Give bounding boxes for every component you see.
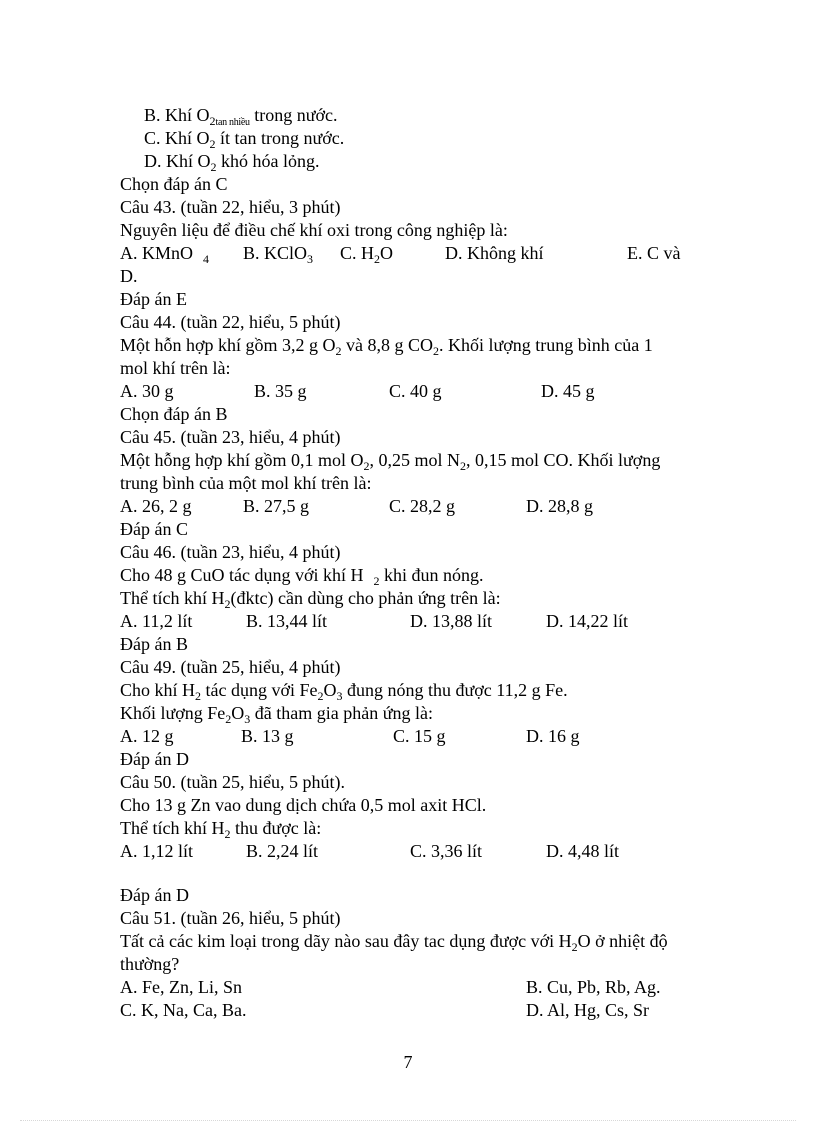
- option-b: B. KClO$_3$: [243, 243, 314, 266]
- option-b: B. 13 g: [241, 726, 294, 746]
- question-header: Câu 49. (tuần 25, hiểu, 4 phút): [120, 657, 341, 677]
- option-a: A. 30 g: [120, 381, 174, 401]
- answer-line: Đáp án D: [120, 885, 189, 905]
- option-line: B. Khí $O_{2tan nhiều}$ trong nước.: [144, 105, 338, 128]
- option-d: D. 28,8 g: [526, 496, 593, 516]
- question-text: Cho 48 g CuO tác dụng với khí H $_2$ khi đun nóng.: [120, 565, 484, 588]
- option-c: C. 3,36 lít: [410, 841, 483, 861]
- option-d: D. 16 g: [526, 726, 580, 746]
- question-header: Câu 44. (tuần 22, hiểu, 5 phút): [120, 312, 341, 332]
- footer-divider: [20, 1120, 796, 1121]
- question-text: Tất cả các kim loại trong dãy nào sau đây tac dụng được với $H_2O$ ở nhiệt độ: [120, 931, 668, 954]
- option-b: B. 27,5 g: [243, 496, 310, 516]
- option-b: B. Cu, Pb, Rb, Ag.: [526, 977, 661, 997]
- option-a: A. 26, 2 g: [120, 496, 192, 516]
- option-line: D. Khí $O_2$ khó hóa lỏng.: [144, 151, 320, 174]
- question-text: Thể tích khí $H_2(đktc)$ cần dùng cho phản ứng trên là:: [120, 588, 501, 611]
- option-c: C. 40 g: [389, 381, 442, 401]
- option-e: E. C và: [627, 243, 681, 263]
- option-d: D. Không khí: [445, 243, 544, 263]
- question-header: Câu 51. (tuần 26, hiểu, 5 phút): [120, 908, 341, 928]
- answer-line: Chọn đáp án C: [120, 174, 228, 194]
- option-d: D. 4,48 lít: [546, 841, 620, 861]
- question-text: Một hỗn hợp khí gồm 3,2 g $O_2$ và 8,8 g $CO_2$. Khối lượng trung bình của 1: [120, 335, 653, 358]
- option-a: A. Fe, Zn, Li, Sn: [120, 977, 243, 997]
- question-header: Câu 43. (tuần 22, hiểu, 3 phút): [120, 197, 341, 217]
- answer-line: Đáp án D: [120, 749, 189, 769]
- option-d: D. 14,22 lít: [546, 611, 629, 631]
- question-text: Một hỗng hợp khí gồm 0,1 mol $O_2$, 0,25 mol $N_2$, 0,15 mol CO. Khối lượng: [120, 450, 661, 473]
- option-c: C. K, Na, Ca, Ba.: [120, 1000, 247, 1020]
- question-text: Thể tích khí $H_2$ thu được là:: [120, 818, 322, 841]
- question-header: Câu 46. (tuần 23, hiểu, 4 phút): [120, 542, 341, 562]
- question-text: mol khí trên là:: [120, 358, 231, 378]
- question-text: Khối lượng $Fe_2O_3$ đã tham gia phản ứng là:: [120, 703, 433, 726]
- page-number: 7: [403, 1052, 413, 1072]
- question-text: Cho 13 g Zn vao dung dịch chứa 0,5 mol axit HCl.: [120, 795, 487, 815]
- answer-line: Đáp án B: [120, 634, 188, 654]
- option-c: D. 13,88 lít: [410, 611, 493, 631]
- option-b: B. 35 g: [254, 381, 307, 401]
- question-text: thường?: [120, 954, 180, 974]
- answer-line: Chọn đáp án B: [120, 404, 228, 424]
- option-line: C. Khí $O_2$ ít tan trong nước.: [144, 128, 345, 151]
- question-header: Câu 50. (tuần 25, hiểu, 5 phút).: [120, 772, 345, 792]
- option-c: C. 28,2 g: [389, 496, 456, 516]
- option-d: D. 45 g: [541, 381, 595, 401]
- option-a: A. 11,2 lít: [120, 611, 193, 631]
- question-text: Nguyên liệu để điều chế khí oxi trong công nghiệp là:: [120, 220, 508, 240]
- option-c: C. 15 g: [393, 726, 446, 746]
- option-c: C. $H_2O$: [340, 243, 394, 266]
- question-text: trung bình của một mol khí trên là:: [120, 473, 372, 493]
- option-a: A. 1,12 lít: [120, 841, 194, 861]
- option-b: B. 2,24 lít: [246, 841, 319, 861]
- answer-line: Đáp án E: [120, 289, 187, 309]
- option-a: A. 12 g: [120, 726, 174, 746]
- option-d: D. Al, Hg, Cs, Sr: [526, 1000, 650, 1020]
- question-text: Cho khí $H_2$ tác dụng với $Fe_2O_3$ đung nóng thu được 11,2 g Fe.: [120, 680, 568, 703]
- option-b: B. 13,44 lít: [246, 611, 328, 631]
- option-continuation: D.: [120, 266, 138, 286]
- options-row: A. KMnO $_4$: [120, 243, 210, 266]
- answer-line: Đáp án C: [120, 519, 188, 539]
- question-header: Câu 45. (tuần 23, hiểu, 4 phút): [120, 427, 341, 447]
